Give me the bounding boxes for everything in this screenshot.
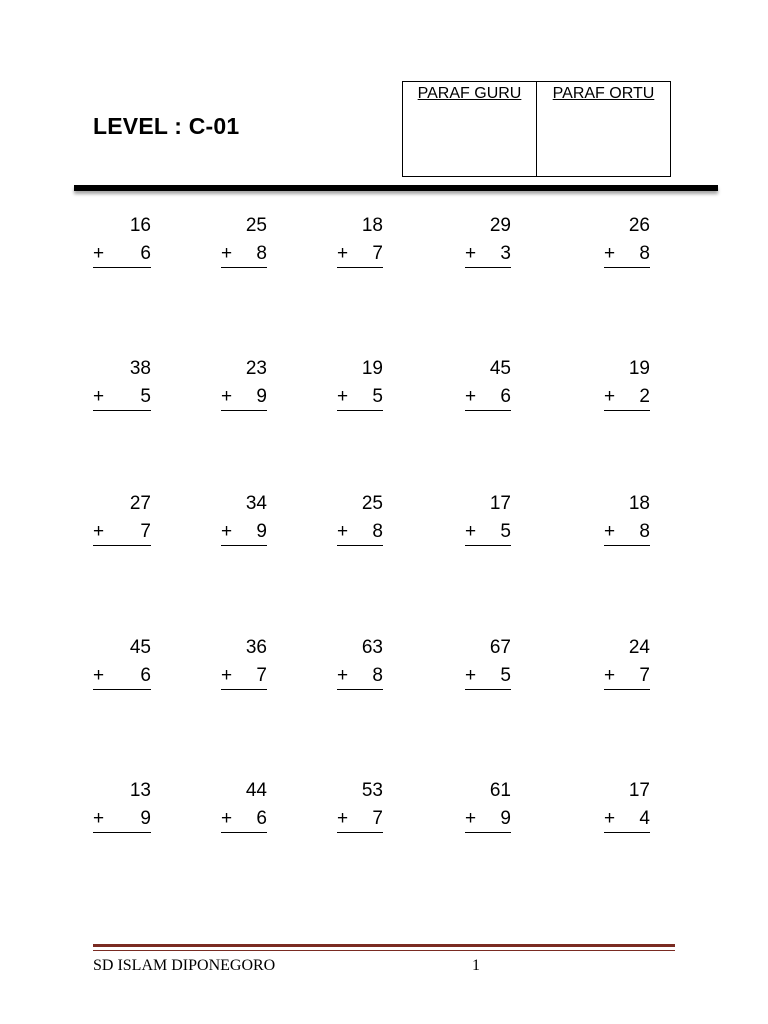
plus-operator: +	[221, 243, 233, 264]
addend-bottom: 7	[256, 665, 267, 686]
addition-problem	[93, 489, 151, 546]
addend-top: 53	[361, 780, 383, 801]
addend-top: 16	[129, 215, 151, 236]
addend-top: 19	[628, 358, 650, 379]
plus-operator: +	[604, 243, 616, 264]
plus-operator: +	[465, 521, 477, 542]
addition-problem	[337, 211, 383, 268]
addend-bottom-row	[93, 662, 151, 690]
level-title: LEVEL : C-01	[93, 113, 240, 139]
plus-operator: +	[465, 665, 477, 686]
addition-problem	[221, 776, 267, 833]
addend-bottom-row	[465, 662, 511, 690]
addend-bottom-row	[337, 383, 383, 411]
addition-problem	[465, 211, 511, 268]
footer-school-name: SD ISLAM DIPONEGORO	[93, 957, 276, 974]
parent-signature-label: PARAF ORTU	[552, 85, 655, 102]
addend-bottom: 8	[639, 521, 650, 542]
plus-operator: +	[221, 808, 233, 829]
addition-problem	[337, 354, 383, 411]
addition-problem	[221, 211, 267, 268]
addition-problem	[93, 354, 151, 411]
addend-bottom-row	[93, 383, 151, 411]
addition-problem	[337, 633, 383, 690]
addition-problem	[337, 489, 383, 546]
addend-top: 24	[628, 637, 650, 658]
addend-top: 17	[628, 780, 650, 801]
addend-bottom-row	[93, 805, 151, 833]
plus-operator: +	[93, 808, 105, 829]
addend-bottom: 6	[140, 665, 151, 686]
plus-operator: +	[465, 808, 477, 829]
addend-bottom: 7	[639, 665, 650, 686]
plus-operator: +	[465, 243, 477, 264]
addend-bottom: 4	[639, 808, 650, 829]
plus-operator: +	[604, 665, 616, 686]
addend-bottom-row	[337, 240, 383, 268]
addend-bottom: 9	[500, 808, 511, 829]
addend-bottom: 6	[500, 386, 511, 407]
addend-bottom-row	[604, 240, 650, 268]
addend-top: 34	[245, 493, 267, 514]
addition-problem	[93, 633, 151, 690]
addition-problem	[465, 354, 511, 411]
addend-bottom: 9	[256, 521, 267, 542]
addend-bottom: 7	[372, 243, 383, 264]
addition-problem	[93, 211, 151, 268]
addend-top: 61	[489, 780, 511, 801]
addend-top: 18	[628, 493, 650, 514]
addition-problem	[604, 211, 650, 268]
addend-bottom: 7	[140, 521, 151, 542]
addition-problem	[221, 633, 267, 690]
addend-bottom-row	[465, 805, 511, 833]
addend-bottom: 5	[500, 665, 511, 686]
addend-bottom-row	[93, 240, 151, 268]
addend-top: 19	[361, 358, 383, 379]
plus-operator: +	[93, 665, 105, 686]
addend-top: 18	[361, 215, 383, 236]
addend-top: 45	[489, 358, 511, 379]
addend-bottom-row	[221, 805, 267, 833]
plus-operator: +	[93, 243, 105, 264]
addend-top: 38	[129, 358, 151, 379]
addend-bottom-row	[93, 518, 151, 546]
addend-top: 45	[129, 637, 151, 658]
addend-bottom-row	[604, 805, 650, 833]
addend-bottom: 9	[140, 808, 151, 829]
addend-bottom-row	[337, 518, 383, 546]
addend-bottom-row	[465, 383, 511, 411]
plus-operator: +	[93, 521, 105, 542]
addition-problem	[221, 354, 267, 411]
addend-bottom: 9	[256, 386, 267, 407]
plus-operator: +	[337, 808, 349, 829]
addend-bottom-row	[604, 662, 650, 690]
addend-bottom-row	[221, 240, 267, 268]
addend-bottom: 5	[500, 521, 511, 542]
plus-operator: +	[604, 386, 616, 407]
addend-bottom-row	[221, 383, 267, 411]
teacher-signature-label: PARAF GURU	[417, 85, 522, 102]
addend-top: 23	[245, 358, 267, 379]
plus-operator: +	[465, 386, 477, 407]
addend-bottom: 7	[372, 808, 383, 829]
addition-problem	[604, 354, 650, 411]
addend-top: 67	[489, 637, 511, 658]
addend-bottom: 8	[639, 243, 650, 264]
plus-operator: +	[337, 665, 349, 686]
plus-operator: +	[337, 243, 349, 264]
addend-top: 25	[361, 493, 383, 514]
plus-operator: +	[604, 521, 616, 542]
addend-bottom-row	[604, 518, 650, 546]
addend-bottom-row	[221, 518, 267, 546]
addend-top: 29	[489, 215, 511, 236]
addend-top: 26	[628, 215, 650, 236]
addend-top: 25	[245, 215, 267, 236]
plus-operator: +	[337, 386, 349, 407]
addend-bottom: 6	[256, 808, 267, 829]
addend-bottom: 8	[256, 243, 267, 264]
addition-problem	[93, 776, 151, 833]
addition-problem	[465, 776, 511, 833]
addition-problem	[337, 776, 383, 833]
footer-page-number: 1	[472, 957, 480, 974]
plus-operator: +	[221, 665, 233, 686]
addend-top: 36	[245, 637, 267, 658]
addend-bottom: 5	[372, 386, 383, 407]
plus-operator: +	[221, 386, 233, 407]
addend-bottom: 2	[639, 386, 650, 407]
addend-bottom-row	[604, 383, 650, 411]
addend-top: 17	[489, 493, 511, 514]
addend-bottom: 8	[372, 665, 383, 686]
addend-bottom: 6	[140, 243, 151, 264]
addend-bottom-row	[221, 662, 267, 690]
addition-problem	[465, 489, 511, 546]
plus-operator: +	[337, 521, 349, 542]
addition-problem	[604, 633, 650, 690]
addend-top: 13	[129, 780, 151, 801]
addend-bottom-row	[465, 240, 511, 268]
addition-problem	[465, 633, 511, 690]
addend-bottom-row	[465, 518, 511, 546]
addition-problem	[221, 489, 267, 546]
addend-top: 27	[129, 493, 151, 514]
plus-operator: +	[221, 521, 233, 542]
addend-top: 63	[361, 637, 383, 658]
addition-problem	[604, 776, 650, 833]
addend-bottom: 8	[372, 521, 383, 542]
footer-divider	[93, 944, 675, 951]
plus-operator: +	[93, 386, 105, 407]
plus-operator: +	[604, 808, 616, 829]
addend-top: 44	[245, 780, 267, 801]
addend-bottom-row	[337, 805, 383, 833]
addition-problem	[604, 489, 650, 546]
addend-bottom: 3	[500, 243, 511, 264]
addend-bottom-row	[337, 662, 383, 690]
addend-bottom: 5	[140, 386, 151, 407]
